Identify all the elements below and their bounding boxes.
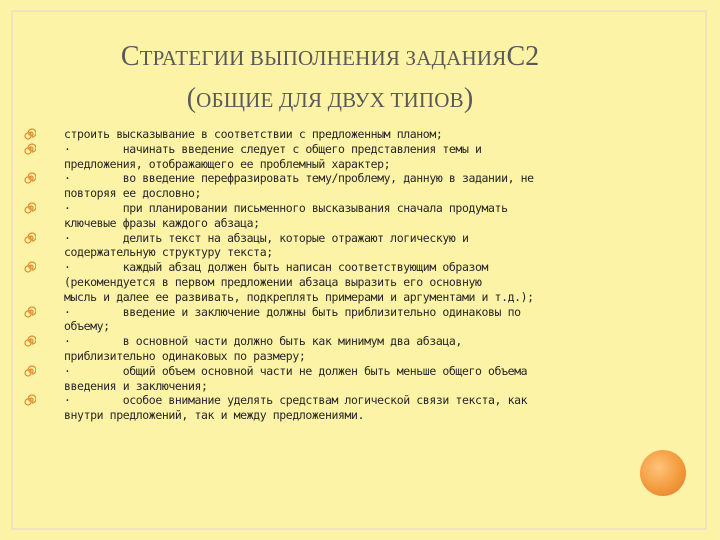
list-item-text: · во введение перефразировать тему/проблему, данную в задании, не повторяя ее дословно; [64,171,534,201]
list-item-text: · в основной части должно быть как минимум два абзаца, приблизительно одинаковых по размеру; [64,334,462,363]
decorative-orange-circle [640,450,686,496]
list-item-text: · особое внимание уделять средствам логической связи текста, как внутри предложений, так и между предложениями. [64,393,528,423]
spiral-bullet-icon [24,128,36,140]
list-item-text: строить высказывание в соответствии с предложенным планом; [64,127,443,141]
list-item [24,127,664,142]
spiral-bullet-icon [24,394,36,406]
list-item-text: · делить текст на абзацы, которые отражают логическую и содержательную структуру текста; [64,230,469,260]
list-item [24,305,664,335]
spiral-bullet-icon [24,365,36,377]
title-initial: С [120,41,140,72]
list-item [24,201,664,231]
list-item [24,260,664,304]
list-item-text: · введение и заключение должны быть приблизительно одинаковы по объему; [64,304,521,334]
list-item-text: · каждый абзац должен быть написан соответствующим образом (рекомендуется в первом предложении абзаца выразить его основную мысль и далее ее развивать, подкреплять примерами и аргументами и т.д.); [64,260,534,304]
list-item [24,334,664,364]
spiral-bullet-icon [24,143,36,155]
list-item [24,393,664,423]
list-item [24,171,664,201]
spiral-bullet-icon [24,232,36,244]
list-item-text: · общий объем основной части не должен быть меньше общего объема введения и заключения; [64,363,528,393]
title-task-code: С2 [506,41,540,72]
list-item-text: · начинать введение следует с общего представления темы и предложения, отображающего ее проблемный характер; [64,141,482,171]
title-subtitle-text: ОБЩИЕ ДЛЯ ДВУХ ТИПОВ [196,88,464,112]
title-paren-open: ( [186,83,197,114]
title-paren-close: ) [463,83,474,114]
title-line-2 [0,80,660,122]
list-item [24,142,664,172]
list-item-text: · при планировании письменного высказывания сначала продумать ключевые фразы каждого абзаца; [64,200,508,230]
title-main-text: ТРАТЕГИИ ВЫПОЛНЕНИЯ ЗАДАНИЯ [139,46,507,70]
slide-title [0,38,660,122]
strategy-list [24,127,664,423]
list-item [24,231,664,261]
spiral-bullet-icon [24,261,36,273]
title-line-1 [0,38,660,80]
list-item [24,364,664,394]
spiral-bullet-icon [24,172,36,184]
spiral-bullet-icon [24,335,36,347]
spiral-bullet-icon [24,306,36,318]
spiral-bullet-icon [24,202,36,214]
